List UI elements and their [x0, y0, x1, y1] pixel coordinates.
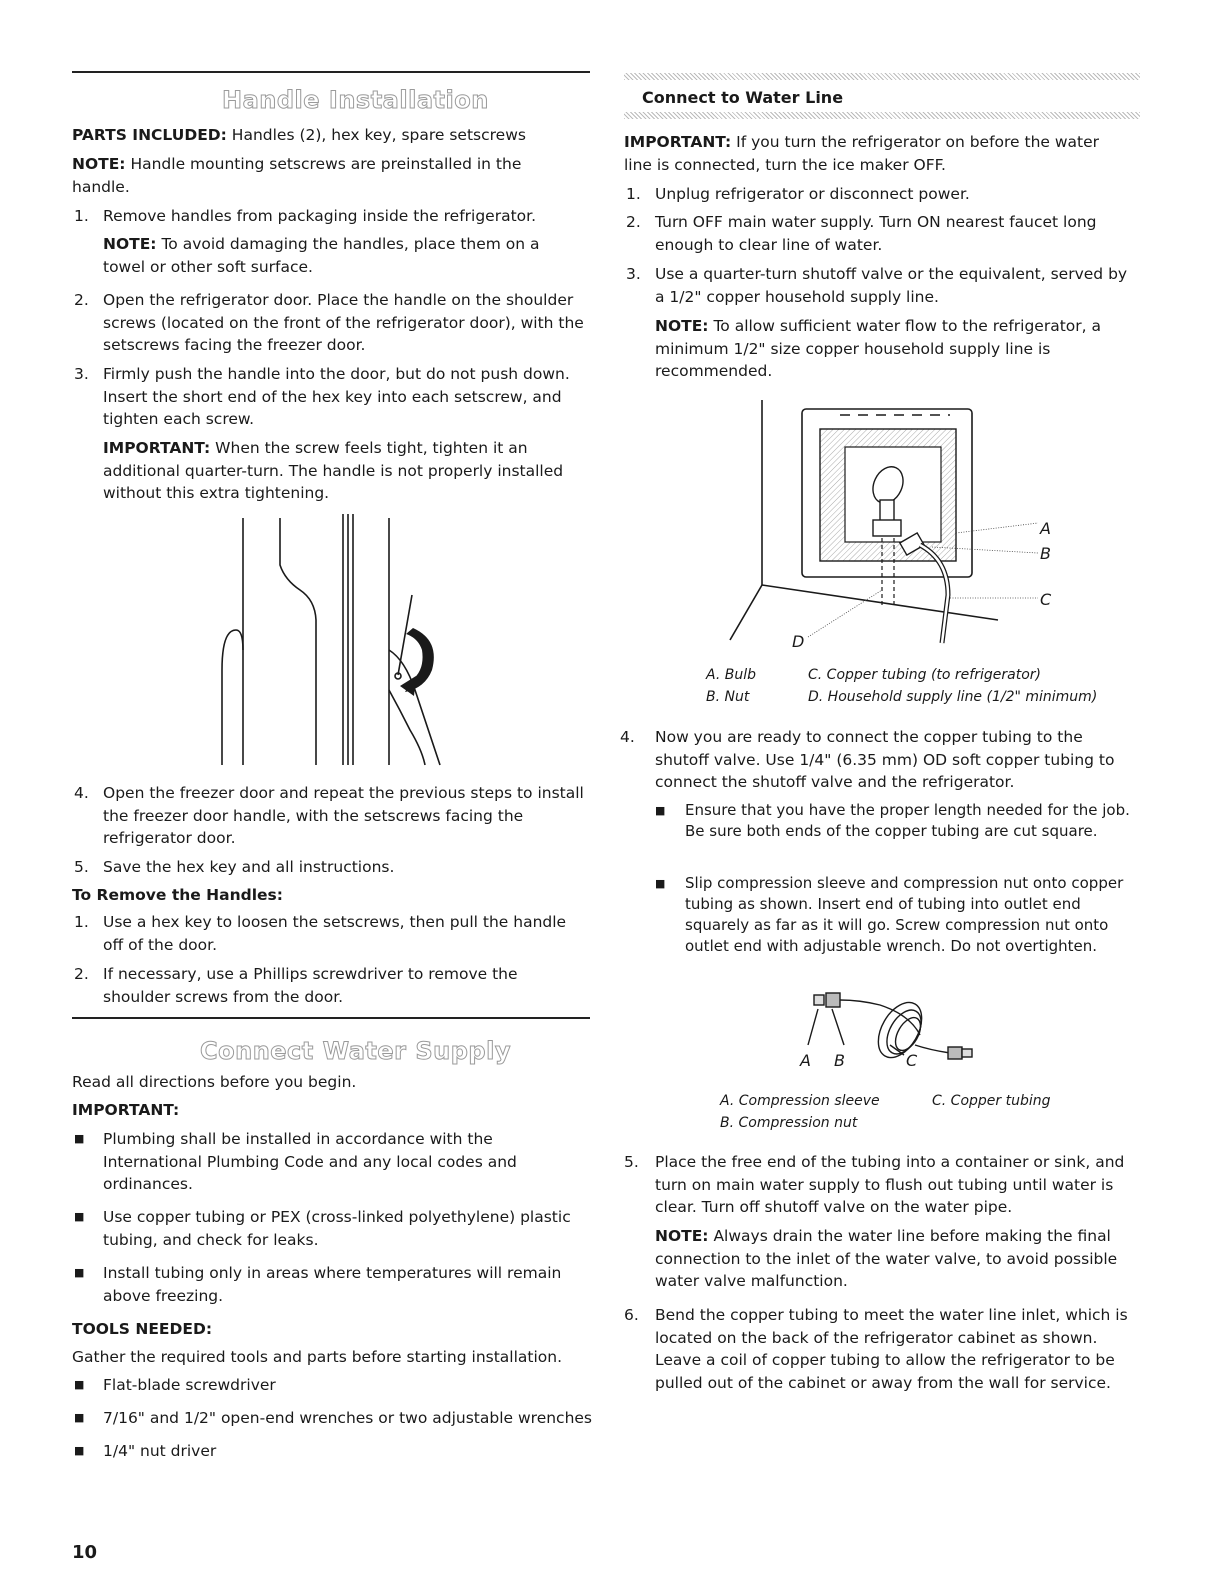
bullet-icon: ■ [74, 1266, 85, 1279]
connect-water-line-heading: Connect to Water Line [642, 88, 844, 107]
step4-bullet-2: Slip compression sleeve and compression nut onto copper tubing as shown. Insert end of tubing into outlet end squarely as far as it will go. Screw compression nut onto outlet end with adjustable wrench. Do not overtighten. [685, 874, 1124, 955]
bullet-icon: ■ [655, 804, 666, 817]
fig2-caption-a: A. Compression sleeve [720, 1093, 880, 1109]
section-title-connect-water-supply: Connect Water Supply [200, 1037, 511, 1065]
fig1-label-a: A [1040, 519, 1051, 538]
step-number: 1. [74, 207, 89, 225]
page-number: 10 [72, 1542, 98, 1563]
step-number: 6. [624, 1306, 639, 1324]
handle-step-2: Open the refrigerator door. Place the handle on the shoulder screws (located on the front of the refrigerator door), with the setscrews facing the freezer door. [103, 291, 584, 354]
handle-step-3: Firmly push the handle into the door, but do not push down. Insert the short end of the hex key into each setscrew, and tighten each screw. [103, 365, 570, 428]
step-number: 4. [620, 728, 635, 746]
note-label: NOTE: [72, 155, 126, 173]
note-label: NOTE: [103, 235, 157, 253]
important-label: IMPORTANT: [103, 439, 211, 457]
parts-included [72, 124, 590, 147]
step-number: 1. [626, 185, 641, 203]
fig2-label-b: B [834, 1051, 845, 1070]
remove-step-2: If necessary, use a Phillips screwdriver to remove the shoulder screws from the door. [103, 965, 518, 1006]
bullet-icon: ■ [74, 1132, 85, 1145]
shutoff-valve-illustration [720, 395, 1060, 660]
step-number: 1. [74, 913, 89, 931]
important-bullet-3: Install tubing only in areas where temperatures will remain above freezing. [103, 1264, 562, 1305]
tool-1: Flat-blade screwdriver [103, 1376, 276, 1394]
step1-note [103, 233, 573, 278]
bullet-icon: ■ [74, 1444, 85, 1457]
tool-2: 7/16" and 1/2" open-end wrenches or two adjustable wrenches [103, 1409, 593, 1427]
handle-step-5: Save the hex key and all instructions. [103, 858, 395, 876]
important-text: When the screw feels tight, tighten it an additional quarter-turn. The handle is not properly installed without this extra tightening. [103, 439, 564, 502]
fig1-caption-c: C. Copper tubing (to refrigerator) [808, 667, 1041, 683]
handle-note [72, 153, 542, 198]
bullet-icon: ■ [74, 1411, 85, 1424]
handle-installation-illustration [200, 510, 460, 770]
water-step-6: Bend the copper tubing to meet the water line inlet, which is located on the back of the refrigerator cabinet as shown. Leave a coil of copper tubing to allow the refrigerator to be pulled out of the cabinet or away from the wall for service. [655, 1306, 1128, 1392]
parts-text: Handles (2), hex key, spare setscrews [231, 126, 526, 144]
note-label: NOTE: [655, 1227, 709, 1245]
read-all-directions: Read all directions before you begin. [72, 1073, 357, 1091]
water-line-important [624, 131, 1124, 176]
note-text: To allow sufficient water flow to the refrigerator, a minimum 1/2" size copper household supply line is recommended. [655, 317, 1101, 380]
water-step-4: Now you are ready to connect the copper tubing to the shutoff valve. Use 1/4" (6.35 mm) OD soft copper tubing to connect the shutoff valve and the refrigerator. [655, 728, 1115, 791]
step3-important [103, 437, 578, 505]
parts-label: PARTS INCLUDED: [72, 126, 227, 144]
step-number: 3. [74, 365, 89, 383]
bullet-icon: ■ [74, 1210, 85, 1223]
step-number: 5. [74, 858, 89, 876]
step5-note [655, 1225, 1140, 1293]
tool-3: 1/4" nut driver [103, 1442, 217, 1460]
bullet-icon: ■ [74, 1378, 85, 1391]
note-text: Always drain the water line before making the final connection to the inlet of the water valve, to avoid possible water valve malfunction. [655, 1227, 1118, 1290]
fig1-label-c: C [1040, 590, 1052, 609]
water-step-3: Use a quarter-turn shutoff valve or the equivalent, served by a 1/2" copper household supply line. [655, 265, 1128, 306]
tools-needed-label: TOOLS NEEDED: [72, 1320, 213, 1338]
important-bullet-1: Plumbing shall be installed in accordance with the International Plumbing Code and any local codes and ordinances. [103, 1130, 517, 1193]
fig1-label-d: D [792, 632, 805, 651]
top-rule-left [72, 71, 590, 73]
important-label: IMPORTANT: [72, 1101, 180, 1119]
heading-top-hatch [624, 73, 1140, 80]
heading-bottom-hatch [624, 112, 1140, 119]
fig1-caption-a: A. Bulb [706, 667, 756, 683]
note-label: NOTE: [655, 317, 709, 335]
fig1-label-b: B [1040, 544, 1051, 563]
step-number: 5. [624, 1153, 639, 1171]
fig2-label-c: C [906, 1051, 918, 1070]
bullet-icon: ■ [655, 877, 666, 890]
important-text: If you turn the refrigerator on before the water line is connected, turn the ice maker OFF. [624, 133, 1100, 174]
remove-step-1: Use a hex key to loosen the setscrews, then pull the handle off of the door. [103, 913, 567, 954]
fig2-caption-c: C. Copper tubing [932, 1093, 1051, 1109]
water-step-2: Turn OFF main water supply. Turn ON nearest faucet long enough to clear line of water. [655, 213, 1097, 254]
handle-step-1: Remove handles from packaging inside the refrigerator. [103, 207, 537, 225]
section-rule [72, 1017, 590, 1019]
tools-intro: Gather the required tools and parts before starting installation. [72, 1348, 563, 1366]
fig2-caption-b: B. Compression nut [720, 1115, 858, 1131]
step-number: 2. [626, 213, 641, 231]
step-number: 2. [74, 965, 89, 983]
important-bullet-2: Use copper tubing or PEX (cross-linked polyethylene) plastic tubing, and check for leaks. [103, 1208, 571, 1249]
section-title-handle-installation: Handle Installation [222, 86, 489, 114]
note-text: Handle mounting setscrews are preinstalled in the handle. [72, 155, 522, 196]
step4-bullet-1: Ensure that you have the proper length needed for the job. Be sure both ends of the copper tubing are cut square. [685, 801, 1130, 840]
compression-fitting-illustration [800, 985, 990, 1075]
note-text: To avoid damaging the handles, place them on a towel or other soft surface. [103, 235, 540, 276]
step-number: 3. [626, 265, 641, 283]
important-label: IMPORTANT: [624, 133, 732, 151]
remove-handles-heading: To Remove the Handles: [72, 886, 283, 904]
handle-step-4: Open the freezer door and repeat the previous steps to install the freezer door handle, with the setscrews facing the refrigerator door. [103, 784, 584, 847]
water-step-5: Place the free end of the tubing into a container or sink, and turn on main water supply to flush out tubing until water is clear. Turn off shutoff valve on the water pipe. [655, 1153, 1125, 1216]
water-step-1: Unplug refrigerator or disconnect power. [655, 185, 970, 203]
fig1-caption-b: B. Nut [706, 689, 750, 705]
fig2-label-a: A [800, 1051, 811, 1070]
step-number: 4. [74, 784, 89, 802]
step3-water-note [655, 315, 1130, 383]
step-number: 2. [74, 291, 89, 309]
fig1-caption-d: D. Household supply line (1/2" minimum) [808, 689, 1098, 705]
